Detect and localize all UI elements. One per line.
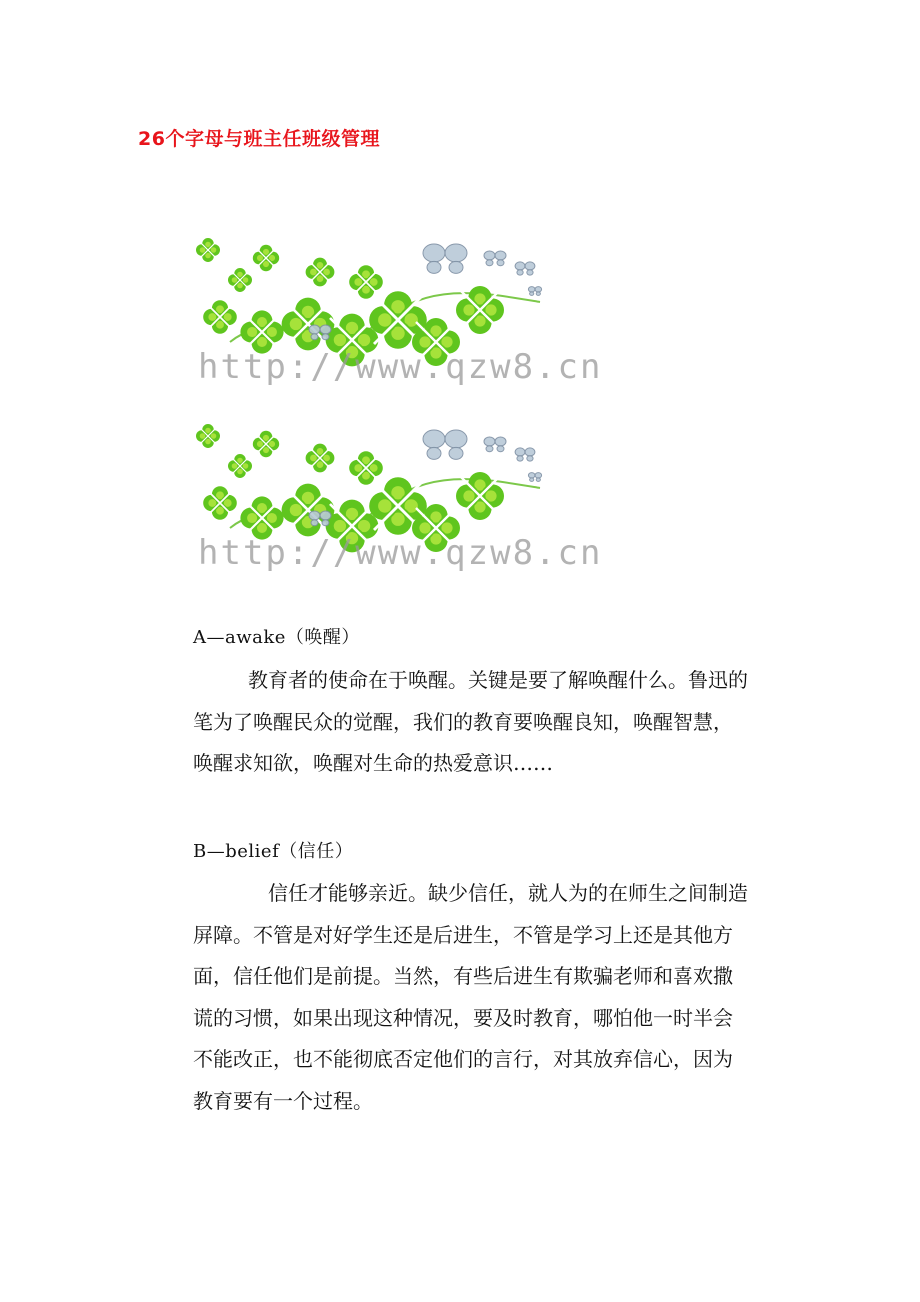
clover-icon [306, 258, 335, 287]
clover-icon [228, 268, 252, 292]
paragraph-line: 教育要有一个过程。 [193, 1088, 373, 1113]
clover-icon [196, 238, 220, 262]
watermark-text: http://www.qzw8.cn [198, 533, 603, 573]
watermark-text: http://www.qzw8.cn [198, 347, 603, 387]
section-body-a [193, 660, 793, 785]
clover-icon [196, 424, 220, 448]
clover-butterfly-image [190, 418, 603, 574]
clover-butterfly-image [190, 232, 603, 388]
paragraph-line: 屏障。不管是对好学生还是后进生，不管是学习上还是其他方 [193, 922, 733, 947]
clover-icon [253, 431, 279, 457]
paragraph-line: 唤醒求知欲，唤醒对生命的热爱意识…… [193, 751, 553, 775]
butterfly-icon [515, 448, 535, 461]
clover-icon [203, 300, 237, 334]
butterfly-icon [515, 262, 535, 275]
paragraph-line: 信任才能够亲近。缺少信任，就人为的在师生之间制造 [268, 881, 748, 905]
butterfly-icon [484, 251, 506, 266]
butterfly-icon [423, 430, 467, 459]
clover-icon [228, 454, 252, 478]
clover-icon [253, 245, 279, 271]
paragraph-line: 不能改正，也不能彻底否定他们的言行，对其放弃信心，因为 [193, 1047, 733, 1071]
butterfly-icon [484, 437, 506, 452]
clover-icon [203, 486, 237, 520]
document-title: 26个字母与班主任班级管理 [138, 128, 380, 150]
paragraph-line: 面，信任他们是前提。当然，有些后进生有欺骗老师和喜欢撒 [193, 964, 733, 988]
clover-icon [456, 286, 504, 334]
clover-butterfly-banner-1 [190, 232, 603, 388]
butterfly-icon [423, 244, 467, 273]
section-body-b [193, 873, 793, 1122]
clover-icon [349, 265, 383, 299]
butterfly-icon [528, 473, 541, 482]
section-heading-a: A—awake（唤醒） [193, 627, 360, 648]
paragraph-line: 笔为了唤醒民众的觉醒，我们的教育要唤醒良知，唤醒智慧， [193, 709, 733, 734]
clover-butterfly-banner-2 [190, 418, 603, 574]
clover-icon [456, 472, 504, 520]
butterfly-icon [528, 287, 541, 296]
clover-icon [306, 444, 335, 473]
section-heading-b: B—belief（信任） [193, 841, 354, 862]
clover-icon [349, 451, 383, 485]
paragraph-line: 谎的习惯，如果出现这种情况，要及时教育，哪怕他一时半会 [193, 1005, 733, 1030]
paragraph-line: 教育者的使命在于唤醒。关键是要了解唤醒什么。鲁迅的 [248, 668, 748, 692]
